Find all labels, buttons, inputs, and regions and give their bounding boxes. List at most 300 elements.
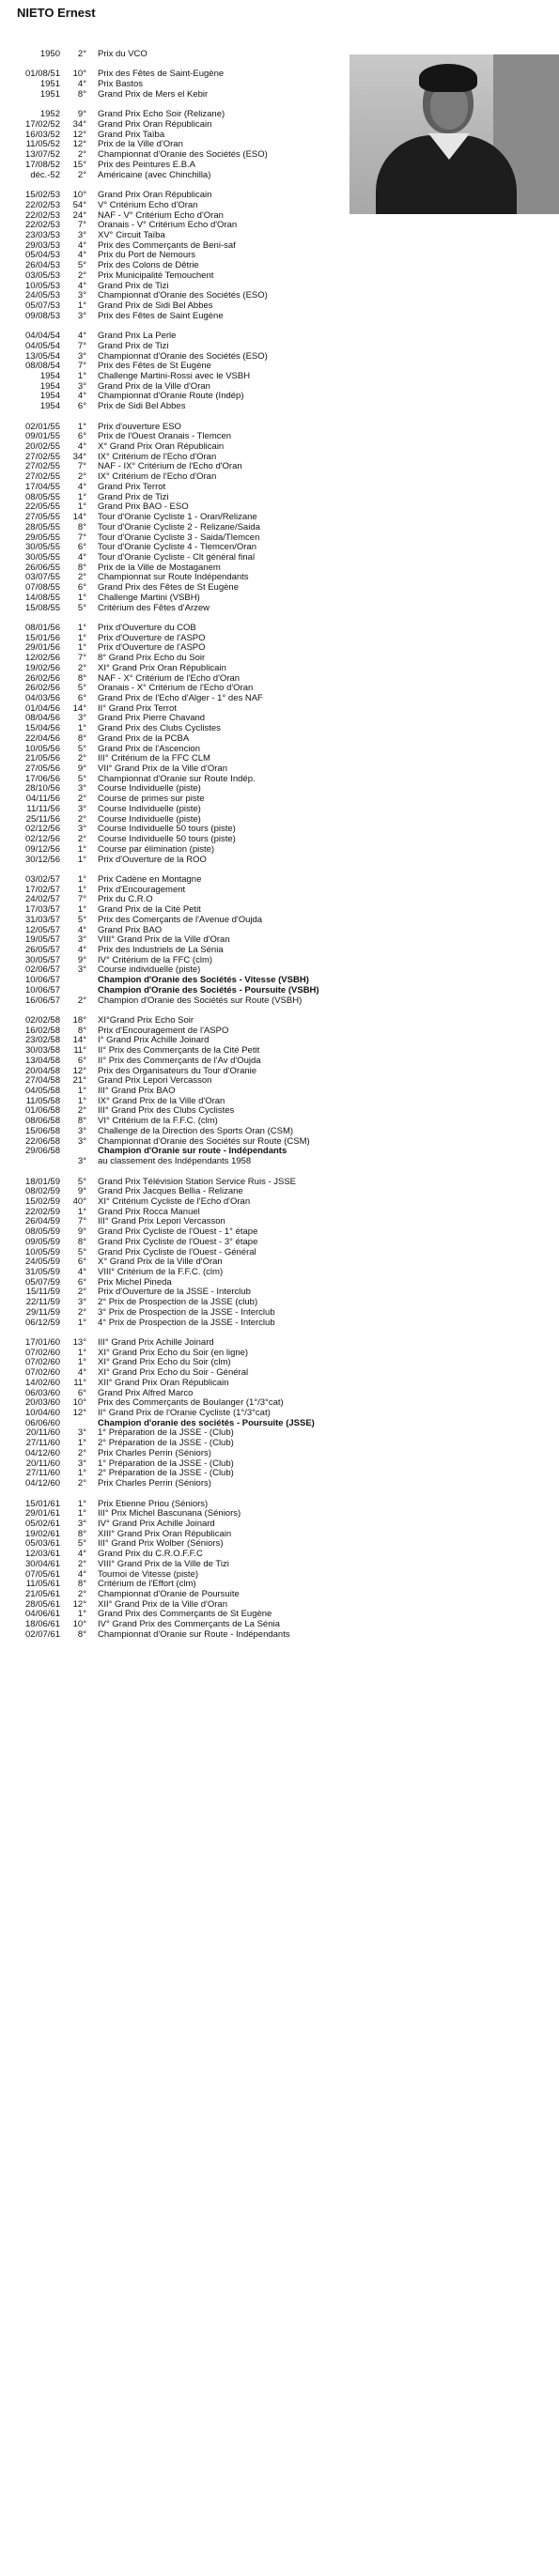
result-date: 21/05/56 xyxy=(25,753,60,764)
result-place: 2° xyxy=(77,1306,86,1318)
result-row xyxy=(0,1379,559,1389)
result-event: Course par élimination (piste) xyxy=(98,843,215,855)
result-place: 1° xyxy=(77,592,86,603)
result-event: Challenge Martini (VSBH) xyxy=(98,592,200,603)
result-event: Prix des Organisateurs du Tour d'Oranie xyxy=(98,1065,257,1076)
result-event: 3° Prix de Prospection de la JSSE - Interclub xyxy=(98,1306,275,1318)
result-date: 11/05/61 xyxy=(25,1579,60,1590)
result-event: IV° Critérium de la FFC (clm) xyxy=(98,954,213,965)
result-date: 29/01/56 xyxy=(25,642,60,654)
result-date: 17/04/55 xyxy=(25,481,60,492)
result-date: 05/02/61 xyxy=(25,1518,60,1529)
result-place: 4° xyxy=(77,924,86,935)
result-event: Course de primes sur piste xyxy=(98,794,205,805)
result-place: 8° xyxy=(77,1579,86,1590)
result-place: 7° xyxy=(77,361,86,372)
result-place: 2° xyxy=(77,995,86,1006)
result-event: Prix des Peintures E.B.A xyxy=(98,159,196,170)
result-date: 12/03/61 xyxy=(25,1549,60,1560)
result-place: 6° xyxy=(77,431,86,442)
result-place: 2° xyxy=(77,49,86,59)
result-place: 1° xyxy=(77,1347,86,1358)
result-date: 12/02/56 xyxy=(25,653,60,664)
result-date: 15/01/61 xyxy=(25,1498,60,1509)
result-event: Prix d'Ouverture de la ROO xyxy=(98,854,207,865)
result-date: 13/07/52 xyxy=(25,149,60,161)
result-place: 3° xyxy=(77,824,86,835)
result-event: Grand Prix du C.R.O.F.F.C xyxy=(98,1549,203,1560)
result-event: Prix Cadène en Montagne xyxy=(98,873,202,885)
result-place: 10° xyxy=(72,69,86,80)
result-date: 04/12/60 xyxy=(25,1478,60,1489)
result-place: 7° xyxy=(77,653,86,664)
result-event: Prix de la Ville de Mostaganem xyxy=(98,562,221,573)
result-row xyxy=(0,1308,559,1319)
result-place: 11° xyxy=(73,1045,86,1057)
result-event: Grand Prix Taïba xyxy=(98,129,165,140)
result-place: 3° xyxy=(77,713,86,724)
result-event: 2° Prix de Prospection de la JSSE (club) xyxy=(98,1297,258,1308)
result-place: 10° xyxy=(72,1619,86,1630)
result-row xyxy=(0,402,559,412)
result-event: NAF - X° Critérium de l'Echo d'Oran xyxy=(98,672,241,684)
result-event: XI°Grand Prix Echo Soir xyxy=(98,1015,194,1026)
result-place: 9° xyxy=(77,1226,86,1238)
result-place: 3° xyxy=(77,783,86,794)
result-place: 6° xyxy=(77,693,86,703)
result-event: Grand Prix des Commerçants de St Eugène xyxy=(98,1609,272,1620)
result-date: 29/01/61 xyxy=(25,1508,60,1519)
result-date: 19/02/61 xyxy=(25,1528,60,1539)
result-place: 5° xyxy=(77,1176,86,1187)
result-place: 1° xyxy=(77,1317,86,1328)
result-row xyxy=(0,734,559,745)
result-event: Grand Prix de la Ville d'Oran xyxy=(98,380,210,392)
result-event: Prix d'Ouverture de la JSSE - Interclub xyxy=(98,1287,251,1298)
result-date: 07/02/60 xyxy=(25,1357,60,1368)
result-date: 17/06/56 xyxy=(25,773,60,784)
result-place: 3° xyxy=(77,1518,86,1529)
result-event: Grand Prix de Tizi xyxy=(98,340,169,351)
result-place: 18° xyxy=(72,1015,86,1026)
result-date: 15/04/56 xyxy=(25,723,60,734)
result-date: 09/01/55 xyxy=(25,431,60,442)
result-date: 08/05/55 xyxy=(25,491,60,502)
result-date: 04/03/56 xyxy=(25,693,60,703)
result-event: Course Individuelle 50 tours (piste) xyxy=(98,824,236,835)
result-date: 02/12/56 xyxy=(25,824,60,835)
result-place: 40° xyxy=(72,1195,86,1207)
result-date: 18/06/61 xyxy=(25,1619,60,1630)
result-event: Championnat d'Oranie des Sociétés sur Route (CSM) xyxy=(98,1135,310,1147)
results-list xyxy=(0,50,559,1641)
result-place: 6° xyxy=(77,401,86,412)
result-place: 1° xyxy=(77,491,86,502)
result-place: 5° xyxy=(77,602,86,613)
result-date: 15/02/59 xyxy=(25,1195,60,1207)
result-place: 12° xyxy=(72,1598,86,1610)
result-date: 11/05/52 xyxy=(25,139,60,150)
result-event: Prix d'ouverture ESO xyxy=(98,421,181,432)
result-date: 06/06/60 xyxy=(25,1417,60,1428)
result-place: 54° xyxy=(72,199,86,210)
result-place: 3° xyxy=(77,964,86,976)
result-date: 02/07/61 xyxy=(25,1628,60,1640)
result-event: XV° Circuit Taïba xyxy=(98,229,165,240)
result-date: 27/02/55 xyxy=(25,471,60,483)
result-place: 3° xyxy=(77,350,86,362)
result-event: Tour d'Oranie Cycliste - Clt général final xyxy=(98,551,256,563)
result-place: 4° xyxy=(77,391,86,402)
result-place: 6° xyxy=(77,1055,86,1066)
result-date: 09/08/53 xyxy=(25,310,60,321)
result-date: 10/05/53 xyxy=(25,280,60,291)
result-event: Tour d'Oranie Cycliste 3 - Saida/Tlemcen xyxy=(98,532,260,543)
result-row xyxy=(0,312,559,322)
result-date: 22/11/59 xyxy=(25,1297,60,1308)
result-date: 25/11/56 xyxy=(25,813,60,825)
result-row xyxy=(0,50,559,60)
result-event: Championnat d'Oranie Route (Indép) xyxy=(98,391,244,402)
result-date: 26/02/56 xyxy=(25,672,60,684)
result-event: 1° Préparation de la JSSE - (Club) xyxy=(98,1458,234,1469)
result-event: Challenge de la Direction des Sports Oran (CSM) xyxy=(98,1125,294,1136)
result-date: 10/05/56 xyxy=(25,743,60,754)
result-place: 2° xyxy=(77,753,86,764)
result-date: 14/08/55 xyxy=(25,592,60,603)
result-place: 5° xyxy=(77,1538,86,1550)
result-row xyxy=(0,342,559,352)
result-date: 30/04/61 xyxy=(25,1558,60,1569)
result-date: 20/11/60 xyxy=(25,1427,60,1439)
result-date: 22/04/56 xyxy=(25,733,60,744)
result-place: 14° xyxy=(72,512,86,523)
result-date: 27/11/60 xyxy=(25,1468,60,1479)
result-place: 1° xyxy=(77,371,86,381)
result-date: 10/06/57 xyxy=(25,975,60,986)
result-place: 2° xyxy=(77,1447,86,1458)
result-date: 13/04/58 xyxy=(25,1055,60,1066)
result-date: 17/08/52 xyxy=(25,159,60,170)
result-event: Grand Prix Oran Républicain xyxy=(98,190,212,201)
result-event: XI° Grand Prix Oran Républicain xyxy=(98,662,226,673)
result-place: 14° xyxy=(72,1035,86,1046)
result-date: 24/05/53 xyxy=(25,290,60,301)
result-event: VII° Grand Prix de la Ville d'Oran xyxy=(98,764,227,775)
result-place: 1° xyxy=(77,501,86,513)
result-date: 27/11/60 xyxy=(25,1438,60,1449)
result-date: 24/02/57 xyxy=(25,894,60,905)
result-event: Oranais - X° Critérium de l'Echo d'Oran xyxy=(98,683,254,694)
result-date: 30/05/55 xyxy=(25,542,60,553)
result-event: Grand Prix Pierre Chavand xyxy=(98,713,206,724)
result-date: 16/03/52 xyxy=(25,129,60,140)
result-date: 03/02/57 xyxy=(25,873,60,885)
result-event: au classement des Indépendants 1958 xyxy=(98,1156,252,1167)
result-event: Grand Prix des Clubs Cyclistes xyxy=(98,723,221,734)
result-date: 30/05/55 xyxy=(25,551,60,563)
result-event: Grand Prix Alfred Marco xyxy=(98,1387,194,1398)
result-event: II° Grand Prix de l'Oranie Cycliste (1°/3°cat) xyxy=(98,1408,271,1419)
result-event: V° Critérium Echo d'Oran xyxy=(98,199,198,210)
result-place: 13° xyxy=(72,1337,86,1348)
result-place: 8° xyxy=(77,1116,86,1127)
result-place: 3° xyxy=(77,380,86,392)
result-row xyxy=(0,594,559,604)
result-event: Championnat d'Oranie de Poursuite xyxy=(98,1588,240,1599)
result-place: 4° xyxy=(77,1568,86,1580)
result-place: 6° xyxy=(77,1387,86,1398)
result-date: 11/11/56 xyxy=(26,803,60,814)
result-event: Prix de la Ville d'Oran xyxy=(98,139,183,150)
result-event: Prix des Fêtes de St Eugène xyxy=(98,361,211,372)
result-event: X° Grand Prix Oran Républicain xyxy=(98,441,225,453)
result-event: III° Critérium de la FFC CLM xyxy=(98,753,210,764)
result-date: 05/04/53 xyxy=(25,250,60,261)
result-event: Prix des Commerçants de Boulanger (1°/3°cat) xyxy=(98,1397,284,1409)
result-event: III° Prix Michel Bascunana (Séniors) xyxy=(98,1508,241,1519)
result-place: 15° xyxy=(72,159,86,170)
result-place: 1° xyxy=(77,873,86,885)
result-event: Course individuelle (piste) xyxy=(98,964,201,976)
result-date: 23/02/58 xyxy=(25,1035,60,1046)
result-date: 20/03/60 xyxy=(25,1397,60,1409)
result-date: 29/05/55 xyxy=(25,532,60,543)
result-row xyxy=(0,664,559,674)
result-event: Grand Prix de la Cité Petit xyxy=(98,904,201,916)
result-place: 4° xyxy=(77,1266,86,1277)
result-date: 20/02/55 xyxy=(25,441,60,453)
result-place: 7° xyxy=(77,220,86,231)
result-place: 21° xyxy=(72,1075,86,1087)
result-date: 28/10/56 xyxy=(25,783,60,794)
result-row xyxy=(0,604,559,614)
result-event: 1° Préparation de la JSSE - (Club) xyxy=(98,1427,234,1439)
result-event: X° Grand Prix de la Ville d'Oran xyxy=(98,1257,223,1268)
result-date: 28/05/61 xyxy=(25,1598,60,1610)
result-event: Grand Prix Lepori Vercasson xyxy=(98,1075,212,1087)
result-date: 29/03/53 xyxy=(25,239,60,251)
result-date: 10/05/59 xyxy=(25,1246,60,1257)
result-event: Championnat d'Oranie des Sociétés (ESO) xyxy=(98,350,268,362)
result-event: Prix Bastos xyxy=(98,79,144,90)
result-row xyxy=(0,845,559,856)
result-date: 03/07/55 xyxy=(25,572,60,583)
result-place: 2° xyxy=(77,794,86,805)
result-place: 2° xyxy=(77,834,86,845)
result-place: 1° xyxy=(77,723,86,734)
result-event: Prix Charles Perrin (Séniors) xyxy=(98,1447,211,1458)
result-place: 1° xyxy=(77,854,86,865)
result-event: II° Prix des Commerçants de l'Av d'Oujda xyxy=(98,1055,261,1066)
result-place: 4° xyxy=(77,250,86,261)
result-place: 8° xyxy=(77,562,86,573)
result-event: XII° Grand Prix Oran Républicain xyxy=(98,1377,229,1388)
result-place: 12° xyxy=(72,1065,86,1076)
result-place: 2° xyxy=(77,471,86,483)
result-event: Prix des Colons de Dêtrie xyxy=(98,260,199,271)
result-event: Prix du VCO xyxy=(98,49,148,59)
result-place: 10° xyxy=(72,1397,86,1409)
result-place: 4° xyxy=(77,944,86,955)
result-event: Championnat d'Oranie des Sociétés (ESO) xyxy=(98,149,268,161)
result-event: Prix des Fêtes de Saint-Eugène xyxy=(98,69,225,80)
result-place: 6° xyxy=(77,1276,86,1288)
result-event: Grand Prix Terrot xyxy=(98,481,166,492)
result-place: 1° xyxy=(77,1508,86,1519)
result-event: XI° Grand Prix Echo du Soir (clm) xyxy=(98,1357,231,1368)
result-event: Prix de l'Ouest Oranais - Tlemcen xyxy=(98,431,232,442)
result-event: Grand Prix Echo Soir (Relizane) xyxy=(98,109,225,120)
result-event: Grand Prix Rocca Manuel xyxy=(98,1206,200,1217)
result-place: 5° xyxy=(77,683,86,694)
result-date: 08/01/56 xyxy=(25,622,60,633)
result-event: Prix Michel Pineda xyxy=(98,1276,172,1288)
result-place: 2° xyxy=(77,1287,86,1298)
result-place: 8° xyxy=(77,1628,86,1640)
result-date: 04/12/60 xyxy=(25,1447,60,1458)
result-date: 14/02/60 xyxy=(25,1377,60,1388)
result-event: XI° Critérium Cycliste de l'Echo d'Oran xyxy=(98,1195,251,1207)
result-date: 04/05/54 xyxy=(25,340,60,351)
result-date: 11/05/58 xyxy=(25,1095,60,1106)
result-date: 10/06/57 xyxy=(25,984,60,995)
result-place: 5° xyxy=(77,773,86,784)
result-date: 18/01/59 xyxy=(25,1176,60,1187)
result-place: 2° xyxy=(77,662,86,673)
result-date: 16/06/57 xyxy=(25,995,60,1006)
result-event: Américaine (avec Chinchilla) xyxy=(98,169,211,180)
result-date: 19/02/56 xyxy=(25,662,60,673)
result-place: 3° xyxy=(77,1297,86,1308)
result-date: 26/02/56 xyxy=(25,683,60,694)
result-date: 02/02/58 xyxy=(25,1015,60,1026)
result-place: 1° xyxy=(77,1357,86,1368)
result-place: 2° xyxy=(77,1105,86,1117)
result-date: 04/05/58 xyxy=(25,1086,60,1097)
result-event: VIII° Grand Prix de la Ville d'Oran xyxy=(98,934,230,946)
result-event: Prix des Fêtes de Saint Eugène xyxy=(98,310,224,321)
result-place: 5° xyxy=(77,260,86,271)
result-date: 22/02/59 xyxy=(25,1206,60,1217)
result-date: 22/02/53 xyxy=(25,199,60,210)
result-date: 12/05/57 xyxy=(25,924,60,935)
result-event: III° Grand Prix Achille Joinard xyxy=(98,1337,214,1348)
result-place: 2° xyxy=(77,1588,86,1599)
result-event: Challenge Martini-Rossi avec le VSBH xyxy=(98,371,251,381)
result-event: Tour d'Oranie Cycliste 4 - Tlemcen/Oran xyxy=(98,542,257,553)
result-date: 09/05/59 xyxy=(25,1236,60,1247)
result-event: Grand Prix Oran Républicain xyxy=(98,119,212,131)
result-date: 1951 xyxy=(39,79,60,90)
result-event: III° Grand Prix Lepori Vercasson xyxy=(98,1216,225,1227)
result-date: 01/04/56 xyxy=(25,702,60,714)
result-date: 05/03/61 xyxy=(25,1538,60,1550)
result-place: 6° xyxy=(77,542,86,553)
result-place: 5° xyxy=(77,743,86,754)
result-date: 20/04/58 xyxy=(25,1065,60,1076)
result-date: 15/01/56 xyxy=(25,632,60,643)
result-place: 3° xyxy=(77,1427,86,1439)
result-place: 2° xyxy=(77,572,86,583)
result-event: Critérium des Fêtes d'Arzew xyxy=(98,602,210,613)
result-place: 8° xyxy=(77,733,86,744)
result-date: 16/02/58 xyxy=(25,1025,60,1036)
result-date: 15/08/55 xyxy=(25,602,60,613)
result-date: 01/06/58 xyxy=(25,1105,60,1117)
result-event: NAF - IX° Critérium de l'Echo d'Oran xyxy=(98,461,242,472)
result-date: 1952 xyxy=(39,109,60,120)
result-date: 15/06/58 xyxy=(25,1125,60,1136)
result-place: 1° xyxy=(77,300,86,311)
result-date: 28/05/55 xyxy=(25,521,60,532)
result-event: Grand Prix de Mers el Kebir xyxy=(98,88,209,100)
result-place: 1° xyxy=(77,1206,86,1217)
result-place: 12° xyxy=(72,139,86,150)
result-place: 1° xyxy=(77,1498,86,1509)
result-event: Grand Prix BAO - ESO xyxy=(98,501,189,513)
result-date: 31/03/57 xyxy=(25,914,60,925)
result-date: 08/05/59 xyxy=(25,1226,60,1238)
result-event: Grand Prix de la PCBA xyxy=(98,733,190,744)
result-date: 22/02/53 xyxy=(25,209,60,221)
result-row xyxy=(0,1057,559,1067)
result-row xyxy=(0,1157,559,1167)
result-event: Grand Prix La Perle xyxy=(98,331,177,342)
result-date: 26/04/53 xyxy=(25,260,60,271)
result-place: 4° xyxy=(77,79,86,90)
result-event: Prix d'Ouverture de l'ASPO xyxy=(98,632,206,643)
result-date: 1950 xyxy=(39,49,60,59)
result-date: 27/05/56 xyxy=(25,764,60,775)
result-date: 26/06/55 xyxy=(25,562,60,573)
result-date: 15/02/53 xyxy=(25,190,60,201)
result-date: 08/04/56 xyxy=(25,713,60,724)
result-place: 2° xyxy=(77,270,86,281)
result-place: 4° xyxy=(77,1549,86,1560)
result-date: 22/02/53 xyxy=(25,220,60,231)
result-place: 3° xyxy=(77,229,86,240)
result-event: IX° Critérium de l'Echo d'Oran xyxy=(98,451,217,462)
result-place: 6° xyxy=(77,1257,86,1268)
result-date: 1951 xyxy=(39,88,60,100)
result-row xyxy=(0,1479,559,1489)
result-place: 2° xyxy=(77,149,86,161)
result-date: 1954 xyxy=(39,391,60,402)
result-event: Oranais - V° Critérium Echo d'Oran xyxy=(98,220,238,231)
result-place: 10° xyxy=(72,190,86,201)
result-event: 2° Préparation de la JSSE - (Club) xyxy=(98,1438,234,1449)
result-date: 24/05/59 xyxy=(25,1257,60,1268)
result-place: 8° xyxy=(77,88,86,100)
result-event: Prix Municipalité Temouchent xyxy=(98,270,214,281)
result-event: 4° Prix de Prospection de la JSSE - Interclub xyxy=(98,1317,275,1328)
result-date: 05/07/53 xyxy=(25,300,60,311)
result-event: Grand Prix Cycliste de l'Ouest - 3° étape xyxy=(98,1236,258,1247)
result-date: 26/05/57 xyxy=(25,944,60,955)
result-date: 03/05/53 xyxy=(25,270,60,281)
result-date: 08/02/59 xyxy=(25,1186,60,1197)
result-place: 3° xyxy=(77,1135,86,1147)
result-date: 23/03/53 xyxy=(25,229,60,240)
result-event: IV° Grand Prix des Commerçants de La Sénia xyxy=(98,1619,280,1630)
result-place: 24° xyxy=(72,209,86,221)
result-date: 30/12/56 xyxy=(25,854,60,865)
result-event: Prix d'Ouverture du COB xyxy=(98,622,196,633)
result-date: 09/12/56 xyxy=(25,843,60,855)
result-row xyxy=(0,523,559,533)
section-gap xyxy=(0,412,559,423)
